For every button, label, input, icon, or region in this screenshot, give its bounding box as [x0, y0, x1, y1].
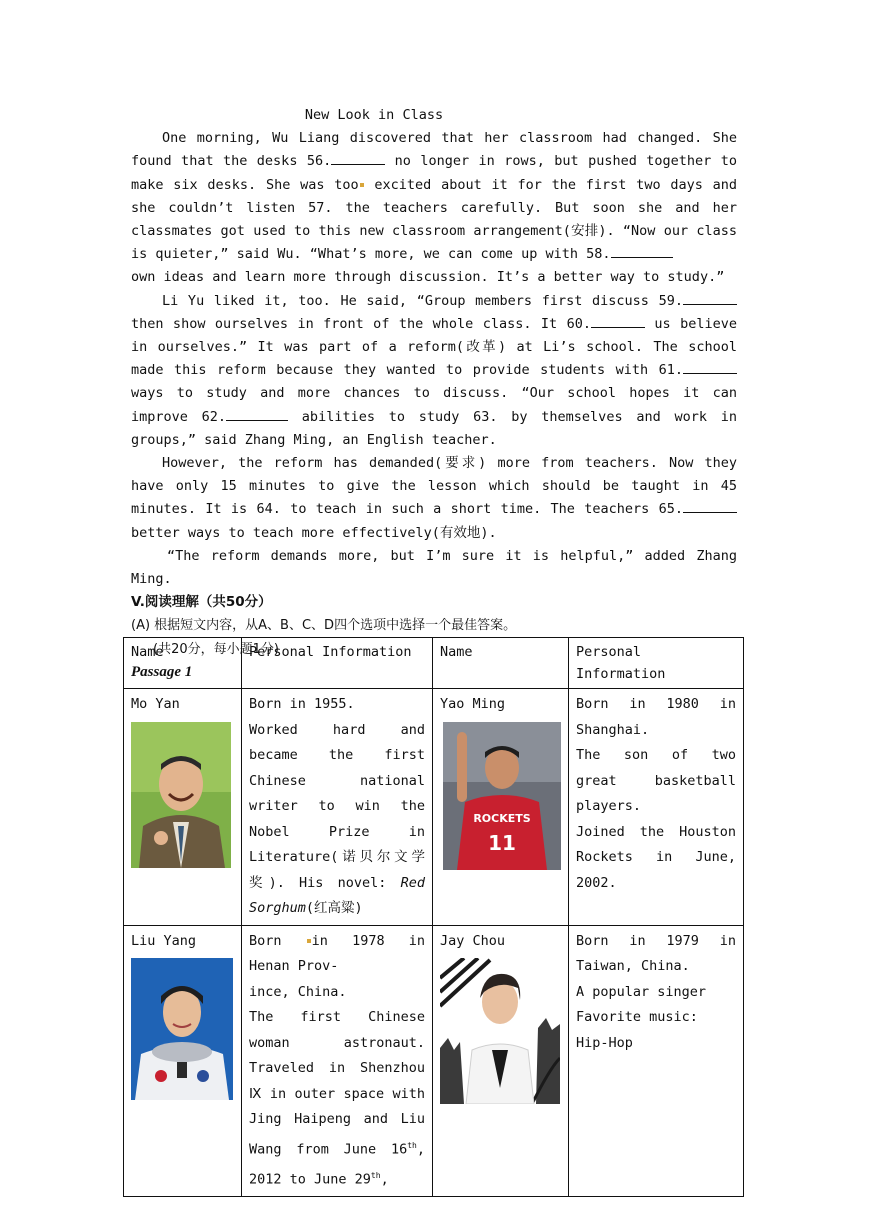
- blank-60[interactable]: [591, 315, 645, 328]
- jay-chou-born: Born in 1979 in Taiwan, China.: [576, 932, 736, 974]
- jay-chou-name: Jay Chou: [440, 932, 506, 949]
- p2e-text: ways to study and more chances to discuss. “Our school hopes it can improve 62.: [131, 385, 737, 425]
- paragraph-1-end: own ideas and learn more through discussion. It’s a better way to study.”: [131, 269, 725, 286]
- sup-th-1: th: [407, 1140, 417, 1150]
- p1b-text: no longer in rows, but pushed together to make six desks. She was too: [131, 153, 737, 193]
- p2d-text: with 61.: [605, 362, 683, 379]
- mo-yan-info: [242, 689, 433, 926]
- mo-yan-born: Born in 1955.: [249, 696, 355, 712]
- table-row: [124, 925, 744, 1196]
- p3b-text: better ways to teach more effectively(有效地).: [131, 524, 497, 541]
- yao-ming-cell: [433, 689, 569, 926]
- jersey-number: 11: [488, 830, 516, 855]
- p3a-text: However, the reform has demanded(要求) more from teachers. Now they have only 15 minutes to give the lesson which should be taught in 45 minutes. It is 64. to teach in such a short time. The teachers 65.: [131, 455, 737, 518]
- article-title: New Look in Class: [304, 107, 444, 123]
- yao-ming-family: The son of two great basketball players.: [576, 747, 736, 814]
- paragraph-4: “The reform demands more, but I’m sure it is helpful,” added Zhang Ming.: [131, 547, 737, 588]
- p2c-text: us believe in ourselves.” It was part of a reform(改革) at Li’s school. The school made this reform because they wanted to provide students: [131, 315, 737, 379]
- liu-yang-born-b: in 1978 in Henan Prov-: [249, 932, 426, 974]
- blank-59[interactable]: [683, 292, 737, 305]
- table-row: [124, 689, 744, 926]
- section-score: (共20分，每小题1分): [153, 641, 279, 657]
- p1e-text: the teachers carefully. But soon she and her classmates got used to this new classroom arrangement(安排). “Now our class is quieter,” said Wu. “What’s more, we can come up with 58.: [131, 199, 737, 263]
- liu-yang-bio-text: The first Chinese woman astronaut. Traveled in Shenzhou Ⅸ in outer space with Jing Haipeng and Liu Wang from June 16: [249, 1009, 425, 1157]
- article: [131, 104, 737, 684]
- section-heading: V.阅读理解（共50分）: [131, 594, 272, 611]
- mo-yan-novel-cn: (红高粱): [305, 900, 363, 916]
- yao-ming-team: Joined the Houston Rockets in June, 2002.: [576, 823, 736, 891]
- p1-text: One morning, Wu Liang discovered that her classroom had changed. She found that the desks 56.: [131, 130, 737, 170]
- blank-56[interactable]: [331, 152, 385, 165]
- sup-th-2: th: [370, 1170, 381, 1180]
- jay-chou-job: A popular singer: [576, 983, 707, 1000]
- jay-chou-music: Hip-Hop: [576, 1034, 633, 1051]
- blank-65[interactable]: [683, 500, 737, 513]
- table-header-row: [124, 638, 744, 689]
- mo-yan-bio: [249, 718, 425, 922]
- jay-chou-music-label: Favorite music:: [576, 1009, 698, 1025]
- liu-yang-born-a: Born: [249, 932, 306, 949]
- mo-yan-bio-text: Worked hard and became the first Chinese national writer to win the Nobel Prize in Literature(诺贝尔文学奖). His novel:: [249, 721, 425, 891]
- mo-yan-cell: [124, 689, 242, 926]
- mo-yan-name: Mo Yan: [131, 696, 180, 712]
- liu-yang-name: Liu Yang: [131, 932, 197, 949]
- header-info-2: Personal Information: [569, 638, 744, 689]
- blank-61[interactable]: [683, 361, 737, 374]
- p1d-text: isten 57.: [254, 199, 333, 216]
- yao-ming-name: Yao Ming: [440, 696, 506, 712]
- passage-label: Passage 1: [131, 663, 193, 680]
- mo-yan-photo: [131, 722, 231, 868]
- liu-yang-born-c: ince, China.: [249, 983, 347, 1000]
- blank-58[interactable]: [611, 245, 673, 258]
- p2f-text: abilities to study 63. by themselves and work in groups,” said Zhang Ming, an English teacher.: [131, 408, 737, 448]
- yao-ming-born: Born in 1980 in Shanghai.: [576, 696, 736, 738]
- jersey-text: ROCKETS: [473, 811, 531, 825]
- header-name-1: Name: [124, 638, 242, 689]
- p2a-text: Li Yu liked it, too. He said, “Group members first discuss 59.: [162, 292, 683, 309]
- liu-yang-cell: [124, 925, 242, 1196]
- liu-yang-bio-end: ,: [380, 1171, 389, 1187]
- highlight-mark: [360, 183, 364, 187]
- jay-chou-info: [569, 925, 744, 1196]
- yao-ming-info: [569, 689, 744, 926]
- paragraph-3: [131, 452, 737, 545]
- section-instruction: (A) 根据短文内容，从A、B、C、D四个选项中选择一个最佳答案。: [131, 618, 517, 634]
- blank-62[interactable]: [226, 408, 288, 421]
- liu-yang-photo: [131, 958, 233, 1100]
- header-info-1: Personal Information: [242, 638, 433, 689]
- p2b-text: then show ourselves in front of the whole class. It 60.: [131, 315, 591, 332]
- info-table: [123, 637, 744, 1197]
- mo-yan-novel: Red Sorghum: [249, 874, 425, 916]
- liu-yang-born: [249, 929, 425, 980]
- jay-chou-photo: [440, 958, 560, 1104]
- paragraph-2: [131, 290, 737, 452]
- liu-yang-info: [242, 925, 433, 1196]
- yao-ming-photo: [443, 722, 561, 870]
- liu-yang-bio: [249, 1005, 425, 1193]
- jay-chou-cell: [433, 925, 569, 1196]
- liu-yang-bio-text-2: , 2012 to June 29: [249, 1141, 425, 1187]
- paragraph-1: [131, 127, 737, 266]
- header-name-2: Name: [433, 638, 569, 689]
- highlight-mark: [307, 939, 311, 943]
- p1c-text: excited about it for the first two days and she couldn’t l: [131, 176, 737, 216]
